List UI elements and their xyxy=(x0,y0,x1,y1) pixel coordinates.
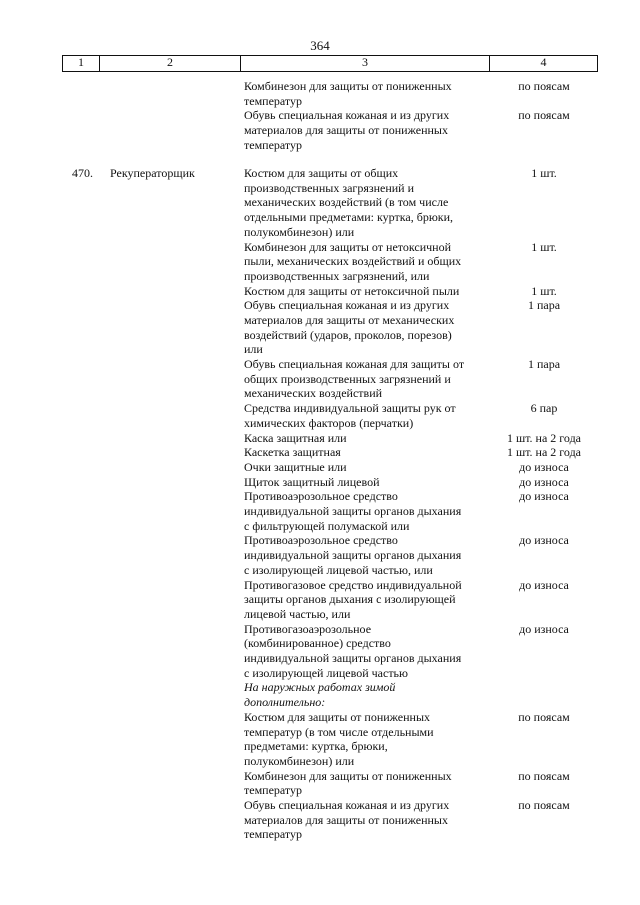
item-quantity: 1 шт. xyxy=(531,240,557,254)
item-line: Каскетка защитная xyxy=(244,445,341,459)
item-line: производственных загрязнений, или xyxy=(244,269,430,283)
item-line: воздействий (ударов, проколов, порезов) xyxy=(244,328,452,342)
item-quantity: до износа xyxy=(519,489,569,503)
section-note: На наружных работах зимой xyxy=(244,680,396,694)
item-quantity: 1 шт. на 2 года xyxy=(506,445,582,459)
item-line: Щиток защитный лицевой xyxy=(244,475,380,489)
item-line: Каска защитная или xyxy=(244,431,347,445)
item-line: Противогазоаэрозольное xyxy=(244,622,372,636)
item-line: с изолирующей лицевой частью xyxy=(244,666,408,680)
item-line: Обувь специальная кожаная и из других xyxy=(244,298,450,312)
item-line: материалов для защиты от пониженных xyxy=(244,813,448,827)
page-number: 364 xyxy=(310,38,330,53)
item-line: температур (в том числе отдельными xyxy=(244,725,434,739)
item-line: индивидуальной защиты органов дыхания xyxy=(244,504,462,518)
item-quantity: до износа xyxy=(519,578,569,592)
item-line: механических воздействий (в том числе xyxy=(244,195,449,209)
item-line: полукомбинезон) или xyxy=(244,225,355,239)
item-line: Костюм для защиты от общих xyxy=(244,166,399,180)
item-line: температур xyxy=(244,783,303,797)
item-line: Противогазовое средство индивидуальной xyxy=(244,578,462,592)
item-quantity: по поясам xyxy=(518,79,570,93)
item-line: материалов для защиты от механических xyxy=(244,313,455,327)
item-line: защиты органов дыхания с изолирующей xyxy=(244,592,456,606)
item-quantity: до износа xyxy=(519,475,569,489)
item-quantity: до износа xyxy=(519,460,569,474)
entry-profession: Рекуператорщик xyxy=(110,166,195,180)
item-line: или xyxy=(244,342,263,356)
item-line: температур xyxy=(244,827,303,841)
item-line: механических воздействий xyxy=(244,386,383,400)
item-line: Противоаэрозольное средство xyxy=(244,533,398,547)
item-line: Костюм для защиты от пониженных xyxy=(244,710,431,724)
item-line: Комбинезон для защиты от нетоксичной xyxy=(244,240,452,254)
item-line: температур xyxy=(244,138,303,152)
item-quantity: 1 пара xyxy=(527,298,561,312)
item-quantity: по поясам xyxy=(518,798,570,812)
item-line: Обувь специальная кожаная и из других xyxy=(244,798,450,812)
item-line: Костюм для защиты от нетоксичной пыли xyxy=(244,284,460,298)
item-line: предметами: куртка, брюки, xyxy=(244,739,388,753)
item-line: Средства индивидуальной защиты рук от xyxy=(244,401,456,415)
section-note: дополнительно: xyxy=(244,695,326,709)
item-line: (комбинированное) средство xyxy=(244,636,391,650)
item-quantity: по поясам xyxy=(518,769,570,783)
item-line: индивидуальной защиты органов дыхания xyxy=(244,548,462,562)
item-line: материалов для защиты от пониженных xyxy=(244,123,448,137)
item-line: с фильтрующей полумаской или xyxy=(244,519,410,533)
item-quantity: 1 шт. xyxy=(531,166,557,180)
item-line: Комбинезон для защиты от пониженных xyxy=(244,769,452,783)
item-line: отдельными предметами: куртка, брюки, xyxy=(244,210,454,224)
table-header-col-3: 3 xyxy=(362,55,368,69)
item-line: Очки защитные или xyxy=(244,460,347,474)
item-quantity: по поясам xyxy=(518,108,570,122)
table-header-col-4: 4 xyxy=(540,55,547,69)
item-line: температур xyxy=(244,94,303,108)
item-line: лицевой частью, или xyxy=(244,607,351,621)
item-quantity: 6 пар xyxy=(530,401,558,415)
item-quantity: по поясам xyxy=(518,710,570,724)
item-quantity: до износа xyxy=(519,622,569,636)
item-quantity: 1 шт. на 2 года xyxy=(506,431,582,445)
item-line: общих производственных загрязнений и xyxy=(244,372,451,386)
item-line: производственных загрязнений и xyxy=(244,181,415,195)
item-quantity: 1 пара xyxy=(527,357,561,371)
item-line: индивидуальной защиты органов дыхания xyxy=(244,651,462,665)
item-line: полукомбинезон) или xyxy=(244,754,355,768)
item-quantity: 1 шт. xyxy=(531,284,557,298)
item-line: Обувь специальная кожаная и из других xyxy=(244,108,450,122)
table-header-col-2: 2 xyxy=(167,55,173,69)
item-line: пыли, механических воздействий и общих xyxy=(244,254,462,268)
item-line: Комбинезон для защиты от пониженных xyxy=(244,79,452,93)
item-line: Обувь специальная кожаная для защиты от xyxy=(244,357,465,371)
item-line: с изолирующей лицевой частью, или xyxy=(244,563,433,577)
item-line: химических факторов (перчатки) xyxy=(244,416,414,430)
entry-number: 470. xyxy=(72,166,93,180)
table-header-col-1: 1 xyxy=(78,55,84,69)
item-line: Противоаэрозольное средство xyxy=(244,489,398,503)
item-quantity: до износа xyxy=(519,533,569,547)
